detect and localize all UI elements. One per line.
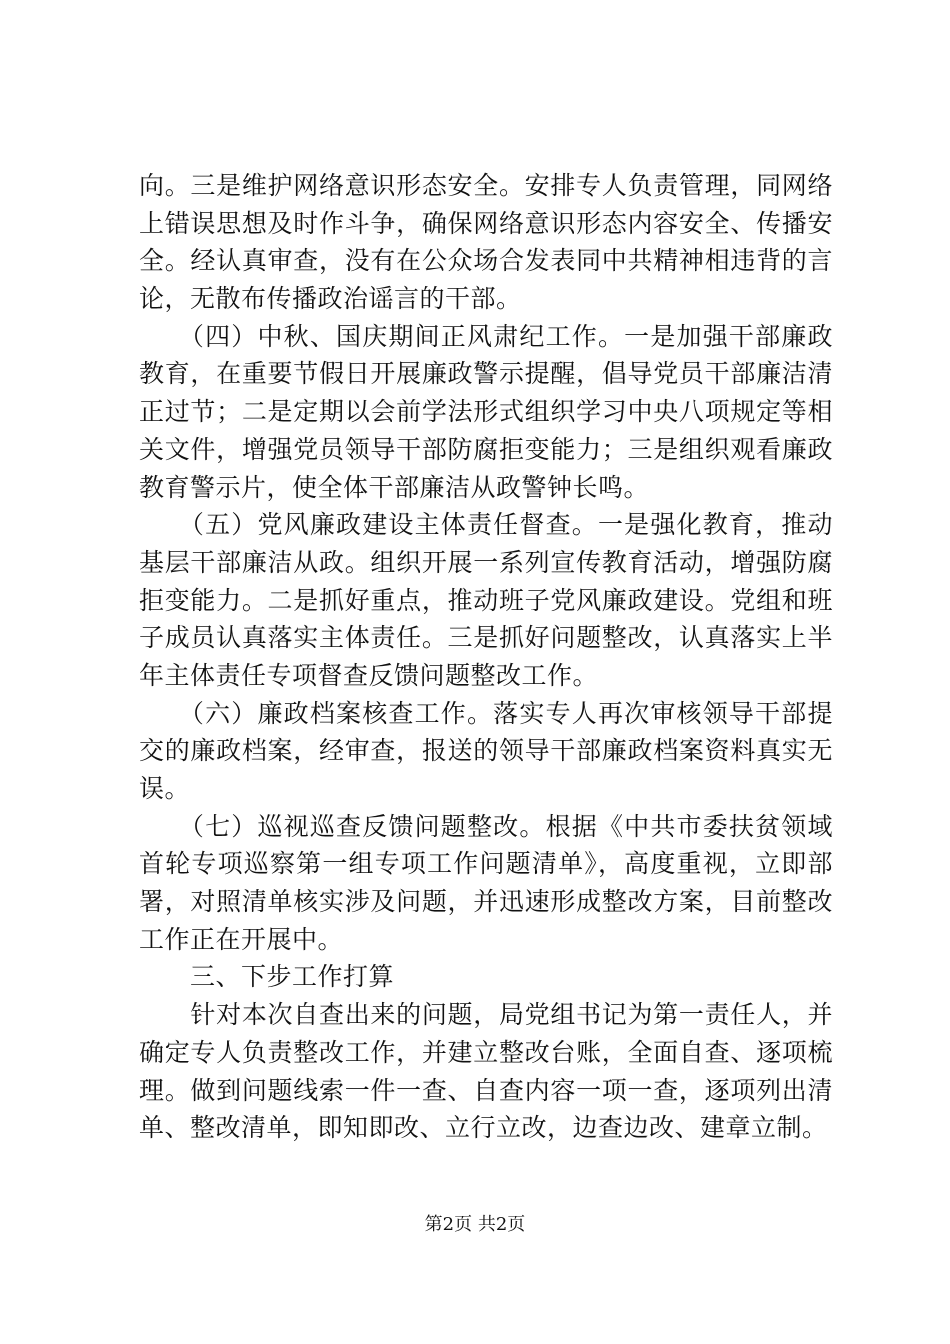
text-line: 关文件，增强党员领导干部防腐拒变能力；三是组织观看廉政	[139, 434, 833, 464]
text-line: 年主体责任专项督查反馈问题整改工作。	[139, 660, 599, 690]
text-line: 拒变能力。二是抓好重点，推动班子党风廉政建设。党组和班	[139, 585, 833, 615]
page-footer	[0, 1213, 950, 1237]
text-line: 确定专人负责整改工作，并建立整改台账，全面自查、逐项梳	[139, 1037, 833, 1067]
text-line: 理。做到问题线索一件一查、自查内容一项一查，逐项列出清	[139, 1075, 833, 1105]
text-line: 正过节；二是定期以会前学法形式组织学习中央八项规定等相	[139, 397, 833, 427]
text-line: 教育，在重要节假日开展廉政警示提醒，倡导党员干部廉洁清	[139, 359, 833, 389]
document-body	[139, 167, 833, 1147]
text-line: 针对本次自查出来的问题，局党组书记为第一责任人，并	[139, 1000, 833, 1030]
text-line: （五）党风廉政建设主体责任督查。一是强化教育，推动	[139, 510, 833, 540]
text-line: 首轮专项巡察第一组专项工作问题清单》，高度重视，立即部	[139, 849, 833, 879]
text-line: （七）巡视巡查反馈问题整改。根据《中共市委扶贫领域	[139, 811, 833, 841]
text-line: 上错误思想及时作斗争，确保网络意识形态内容安全、传播安	[139, 208, 833, 238]
section-heading: 三、下步工作打算	[139, 962, 395, 992]
text-line: 教育警示片，使全体干部廉洁从政警钟长鸣。	[139, 472, 650, 502]
text-line: 向。三是维护网络意识形态安全。安排专人负责管理，同网络	[139, 171, 833, 200]
text-line: 子成员认真落实主体责任。三是抓好问题整改，认真落实上半	[139, 623, 833, 653]
text-line: 误。	[139, 774, 191, 803]
page-number: 第2页 共2页	[424, 1214, 526, 1235]
text-line: 论，无散布传播政治谣言的干部。	[139, 284, 522, 314]
text-line: 单、整改清单，即知即改、立行立改，边查边改、建章立制。	[139, 1113, 828, 1143]
text-line: （六）廉政档案核查工作。落实专人再次审核领导干部提	[139, 698, 833, 728]
text-line: 交的廉政档案，经审查，报送的领导干部廉政档案资料真实无	[139, 736, 833, 766]
text-line: 署，对照清单核实涉及问题，并迅速形成整改方案，目前整改	[139, 887, 833, 917]
text-line: 工作正在开展中。	[139, 924, 344, 954]
text-line: 基层干部廉洁从政。组织开展一系列宣传教育活动，增强防腐	[139, 547, 833, 577]
text-line: 全。经认真审查，没有在公众场合发表同中共精神相违背的言	[139, 246, 833, 276]
text-line: （四）中秋、国庆期间正风肃纪工作。一是加强干部廉政	[139, 321, 833, 351]
